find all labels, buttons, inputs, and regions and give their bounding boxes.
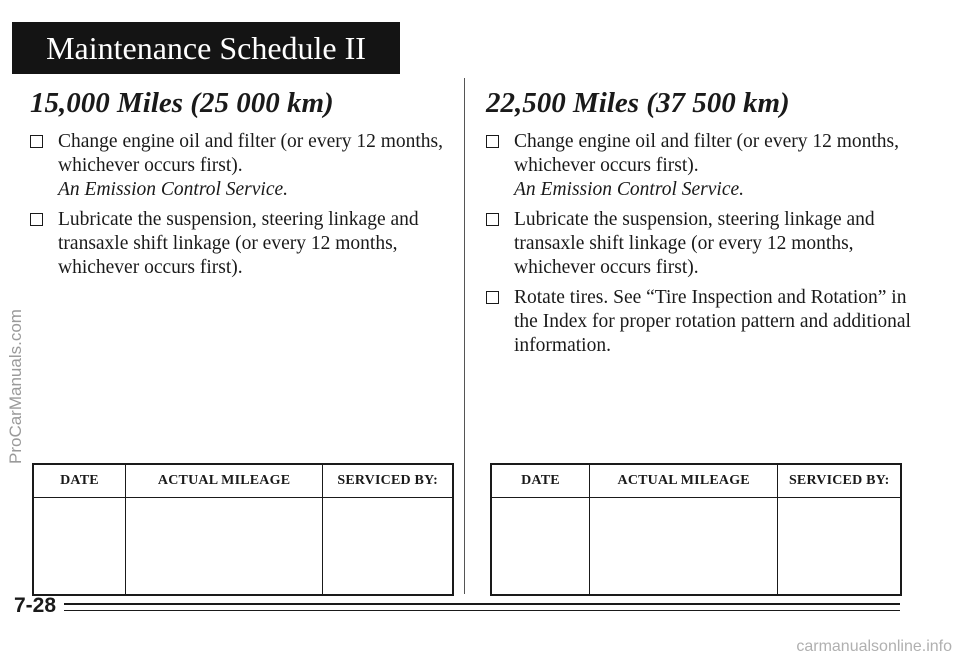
right-column xyxy=(486,86,926,364)
side-watermark: ProCarManuals.com xyxy=(6,309,25,464)
checklist-item xyxy=(486,286,926,358)
actual-mileage-header: ACTUAL MILEAGE xyxy=(589,464,778,498)
checklist-item xyxy=(30,208,450,280)
service-record-table-22500 xyxy=(490,463,902,596)
section-title: Maintenance Schedule II xyxy=(46,30,366,66)
actual-mileage-cell xyxy=(125,498,322,596)
serviced-by-header: SERVICED BY: xyxy=(778,464,901,498)
checkbox-icon xyxy=(30,213,43,226)
checklist-item xyxy=(486,208,926,280)
actual-mileage-cell xyxy=(589,498,778,596)
item-text: Change engine oil and filter (or every 12 months, whichever occurs first). xyxy=(58,131,444,176)
interval-heading-15000: 15,000 Miles (25 000 km) xyxy=(30,87,334,119)
checklist-item xyxy=(30,130,450,202)
serviced-by-cell xyxy=(323,498,453,596)
date-header: DATE xyxy=(33,464,125,498)
checkbox-icon xyxy=(486,213,499,226)
serviced-by-header: SERVICED BY: xyxy=(323,464,453,498)
date-cell xyxy=(491,498,589,596)
table-row xyxy=(33,498,453,596)
item-text: Rotate tires. See “Tire Inspection and Rotation” in the Index for proper rotation pattern and additional information. xyxy=(514,287,911,356)
actual-mileage-header: ACTUAL MILEAGE xyxy=(125,464,322,498)
left-column xyxy=(30,86,450,286)
page-number: 7-28 xyxy=(14,594,57,617)
table-row xyxy=(491,498,901,596)
item-text: Change engine oil and filter (or every 12 months, whichever occurs first). xyxy=(514,131,900,176)
interval-heading-22500: 22,500 Miles (37 500 km) xyxy=(486,87,790,119)
date-cell xyxy=(33,498,125,596)
emission-note: An Emission Control Service. xyxy=(514,179,745,200)
service-record-table-15000 xyxy=(32,463,454,596)
item-text: Lubricate the suspension, steering linkage and transaxle shift linkage (or every 12 months, whichever occurs first). xyxy=(514,209,875,278)
item-text: Lubricate the suspension, steering linkage and transaxle shift linkage (or every 12 months, whichever occurs first). xyxy=(58,209,419,278)
serviced-by-cell xyxy=(778,498,901,596)
emission-note: An Emission Control Service. xyxy=(58,179,289,200)
table-header-row xyxy=(33,464,453,498)
table-header-row xyxy=(491,464,901,498)
section-banner xyxy=(12,22,400,74)
checklist-item xyxy=(486,130,926,202)
checkbox-icon xyxy=(486,291,499,304)
checkbox-icon xyxy=(486,135,499,148)
footer-rule xyxy=(64,603,900,611)
bottom-watermark: carmanualsonline.info xyxy=(796,638,952,655)
date-header: DATE xyxy=(491,464,589,498)
checkbox-icon xyxy=(30,135,43,148)
column-divider xyxy=(464,78,465,594)
